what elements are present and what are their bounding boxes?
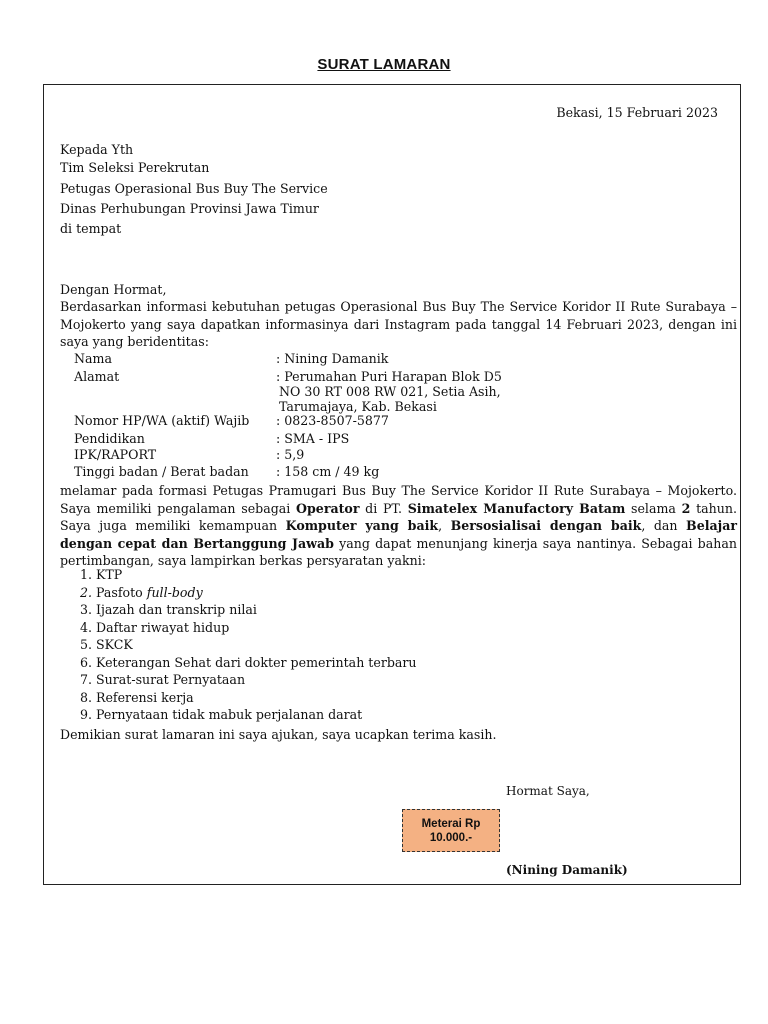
list-number: 1.: [79, 567, 92, 582]
body-bold: Belajar dengan cepat dan Bertanggung Jawab: [60, 518, 737, 551]
list-item: [60, 636, 417, 654]
list-text-italic: full-body: [146, 584, 203, 600]
list-item: [60, 706, 417, 724]
letter-date: Bekasi, 15 Februari 2023: [556, 105, 718, 120]
list-number: 5.: [79, 637, 92, 652]
stamp-line: Meterai Rp: [421, 818, 481, 830]
identity-label: Alamat: [74, 369, 120, 384]
list-text: Surat-surat Pernyataan: [96, 672, 246, 687]
identity-value: Tarumajaya, Kab. Bekasi: [279, 399, 437, 414]
greeting: Dengan Hormat,: [60, 282, 167, 297]
body-text: yang dapat menunjang kinerja saya nantinya. Sebagai bahan pertimbangan, saya lampirkan berkas persyaratan yakni:: [60, 535, 737, 569]
identity-label: IPK/RAPORT: [74, 447, 157, 462]
list-item: [60, 619, 417, 637]
list-item: [60, 671, 417, 689]
recipient-line: Dinas Perhubungan Provinsi Jawa Timur: [60, 201, 319, 216]
meterai-stamp: [402, 809, 500, 852]
identity-value: : 5,9: [276, 447, 305, 462]
list-number: 7.: [79, 672, 92, 687]
body-paragraph: [60, 482, 737, 570]
identity-value: NO 30 RT 008 RW 021, Setia Asih,: [279, 384, 501, 399]
identity-label: Nomor HP/WA (aktif) Wajib: [74, 413, 250, 428]
list-text: Daftar riwayat hidup: [96, 619, 230, 635]
list-text: Referensi kerja: [96, 689, 194, 705]
list-number: 8.: [79, 689, 92, 705]
list-text: KTP: [96, 567, 123, 582]
recipient-line: Petugas Operasional Bus Buy The Service: [60, 181, 328, 196]
body-bold: Komputer yang baik: [285, 518, 439, 534]
intro-paragraph: Berdasarkan informasi kebutuhan petugas Operasional Bus Buy The Service Koridor II Rute Surabaya – Mojokerto yang saya dapatkan informasinya dari Instagram pada tanggal 14 Februari 2023, dengan ini saya yang beridentitas:: [60, 299, 737, 350]
closing-sentence: Demikian surat lamaran ini saya ajukan, saya ucapkan terima kasih.: [60, 727, 497, 742]
body-bold: Operator: [296, 500, 360, 516]
list-item: [60, 566, 417, 584]
signoff: Hormat Saya,: [506, 784, 590, 798]
letter-title: SURAT LAMARAN: [317, 56, 451, 73]
list-text: SKCK: [96, 637, 133, 652]
list-number: 4.: [79, 619, 92, 635]
identity-value: : Nining Damanik: [276, 351, 389, 366]
list-text: Keterangan Sehat dari dokter pemerintah terbaru: [96, 654, 417, 670]
list-number: 3.: [79, 602, 92, 617]
body-bold: Bersosialisai dengan baik: [450, 518, 642, 534]
identity-label: Tinggi badan / Berat badan: [74, 464, 249, 479]
list-text: Ijazah dan transkrip nilai: [96, 602, 257, 617]
attachment-list: [60, 566, 417, 724]
body-text: tahun. Saya juga memiliki kemampuan: [60, 500, 737, 534]
signature-name: (Nining Damanik): [506, 863, 628, 877]
list-number: 9.: [79, 707, 92, 722]
list-number: 2.: [79, 584, 92, 600]
list-item: [60, 654, 417, 672]
body-bold: 2: [681, 500, 691, 516]
identity-value: : 158 cm / 49 kg: [276, 464, 380, 479]
list-item: [60, 601, 417, 619]
list-text: Pasfoto: [96, 584, 147, 600]
recipient-line: Tim Seleksi Perekrutan: [60, 160, 210, 175]
identity-label: Nama: [74, 351, 112, 366]
recipient-line: di tempat: [60, 221, 122, 236]
recipient-line: Kepada Yth: [60, 142, 134, 157]
body-text: di PT.: [359, 500, 408, 516]
identity-label: Pendidikan: [74, 431, 145, 446]
body-text: ,: [438, 518, 451, 534]
body-bold: Simatelex Manufactory Batam: [407, 500, 626, 516]
identity-value: : Perumahan Puri Harapan Blok D5: [276, 369, 502, 384]
body-text: selama: [625, 500, 682, 516]
stamp-line: 10.000.-: [429, 832, 473, 844]
list-item: [60, 584, 417, 602]
list-item: [60, 689, 417, 707]
list-text: Pernyataan tidak mabuk perjalanan darat: [96, 707, 363, 722]
body-text: , dan: [641, 518, 687, 534]
identity-value: : SMA - IPS: [276, 431, 350, 446]
body-text: melamar pada formasi Petugas Pramugari Bus Buy The Service Koridor II Rute Surabaya – Mojokerto. Saya memiliki pengalaman sebagai: [60, 483, 737, 516]
list-number: 6.: [79, 654, 92, 670]
identity-value: : 0823-8507-5877: [276, 413, 389, 428]
